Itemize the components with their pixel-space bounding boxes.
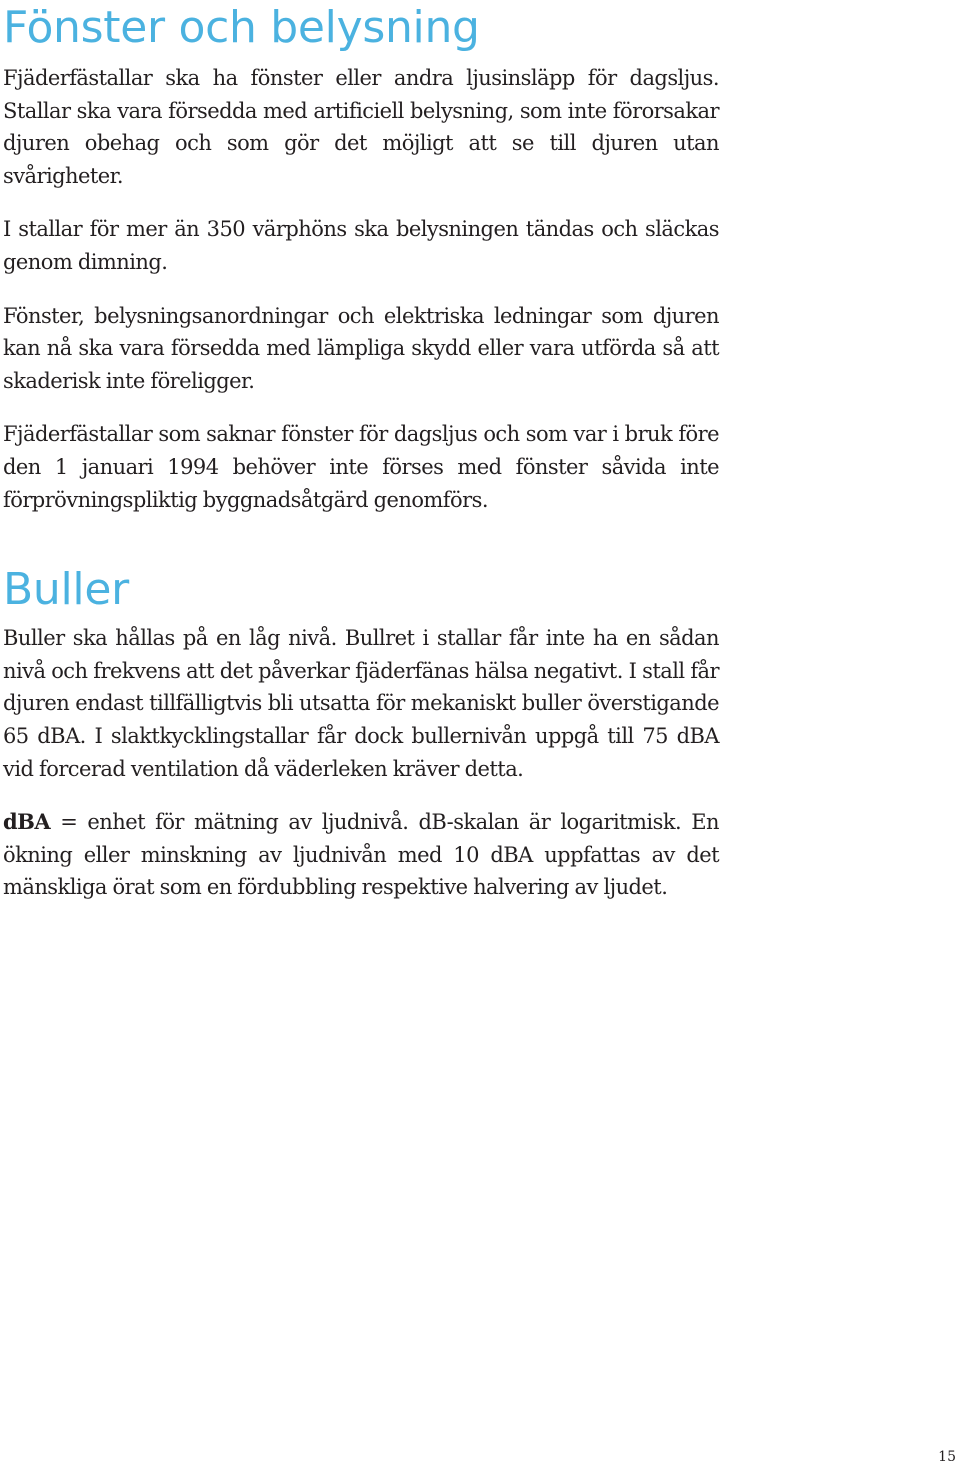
section-heading: Buller: [3, 564, 129, 616]
document-page: [3, 0, 719, 925]
paragraph: Fjäderfästallar ska ha fönster eller andra ljusinsläpp för dagsljus. Stallar ska vara försedda med artificiell belysning, som inte förorsakar djuren obehag och som gör det möjligt att se till djuren utan svårigheter.: [3, 66, 719, 188]
definition-paragraph: [3, 806, 719, 904]
section-windows-lighting: [3, 2, 719, 516]
page-number: 15: [938, 1449, 956, 1465]
definition-term: dBA: [3, 809, 51, 835]
paragraph: I stallar för mer än 350 värphöns ska belysningen tändas och släckas genom dimning.: [3, 217, 719, 274]
paragraph: Fjäderfästallar som saknar fönster för dagsljus och som var i bruk före den 1 januari 1994 behöver inte förses med fönster såvida inte förprövningspliktig byggnadsåtgärd genomförs.: [3, 422, 719, 512]
section-noise: [3, 564, 719, 904]
section-heading: Fönster och belysning: [3, 2, 480, 53]
paragraph: Buller ska hållas på en låg nivå. Bullret i stallar får inte ha en sådan nivå och frekvens att det påverkar fjäderfänas hälsa negativt. I stall får djuren endast tillfälligtvis bli utsatta för mekaniskt buller överstigande 65 dBA. I slaktkycklingstallar får dock bullernivån uppgå till 75 dBA vid forcerad ventilation då väderleken kräver detta.: [3, 626, 719, 781]
paragraph: Fönster, belysningsanordningar och elektriska ledningar som djuren kan nå ska vara försedda med lämpliga skydd eller vara utförda så att skaderisk inte föreligger.: [3, 303, 719, 393]
definition-text: = enhet för mätning av ljudnivå. dB-skalan är logaritmisk. En ökning eller minskning av ljudnivån med 10 dBA uppfattas av det mänskliga örat som en fördubbling respektive halvering av ljudet.: [3, 810, 719, 900]
